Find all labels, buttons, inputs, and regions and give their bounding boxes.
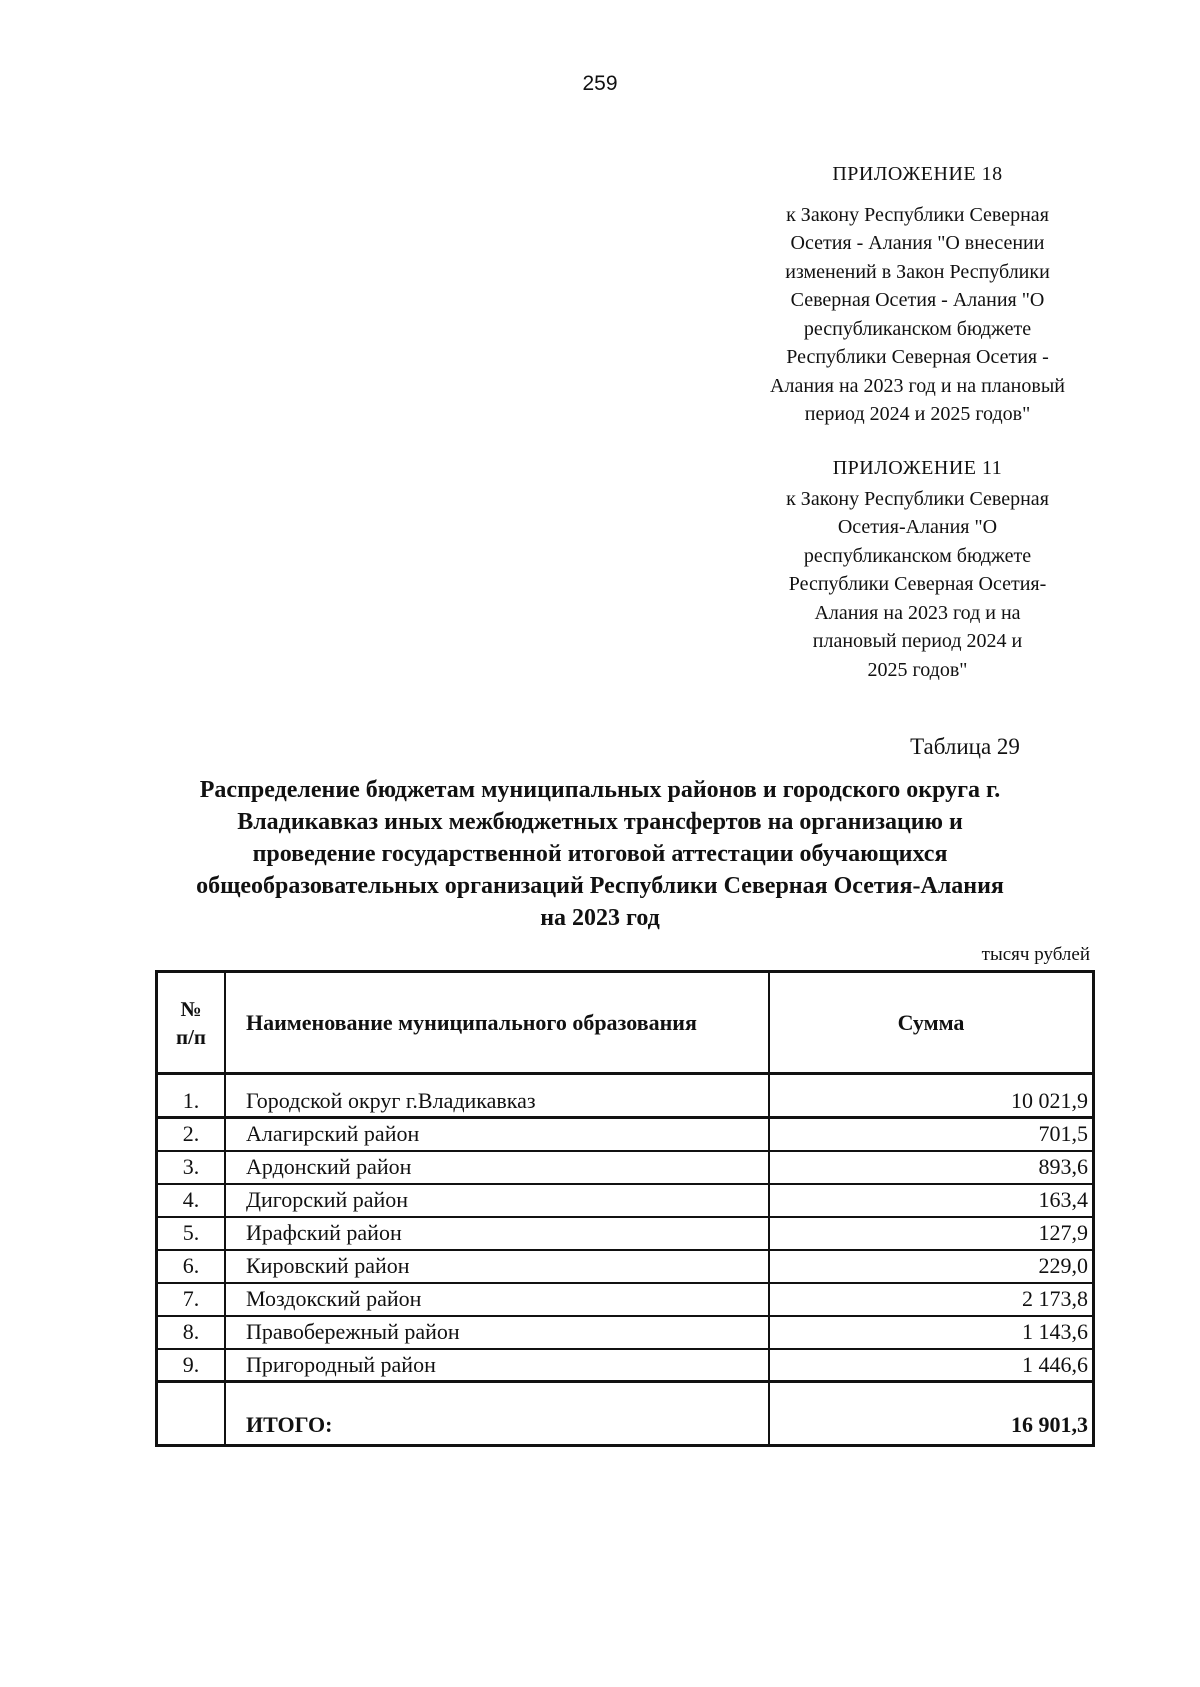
table-row xyxy=(157,1118,1094,1151)
row-number: 4. xyxy=(157,1184,226,1217)
row-name: Правобережный район xyxy=(225,1316,769,1349)
annex-11-heading: ПРИЛОЖЕНИЕ 11 xyxy=(832,457,1003,479)
row-name: Городской округ г.Владикавказ xyxy=(225,1074,769,1118)
row-sum: 10 021,9 xyxy=(769,1074,1094,1118)
row-number: 9. xyxy=(157,1349,226,1382)
table-row xyxy=(157,1151,1094,1184)
header-number-line1: № xyxy=(180,996,202,1021)
row-name: Пригородный район xyxy=(225,1349,769,1382)
table-number: Таблица 29 xyxy=(910,734,1020,759)
annex-18-line: изменений в Закон Республики xyxy=(785,260,1050,283)
table-row xyxy=(157,1283,1094,1316)
row-name: Моздокский район xyxy=(225,1283,769,1316)
row-sum: 163,4 xyxy=(769,1184,1094,1217)
table-row xyxy=(157,1316,1094,1349)
annex-18-line: Северная Осетия - Алания "О xyxy=(790,289,1045,311)
row-sum: 1 446,6 xyxy=(769,1349,1094,1382)
annex-18-line: Осетия - Алания "О внесении xyxy=(790,232,1045,254)
title-line: на 2023 год xyxy=(540,905,660,931)
row-name: Дигорский район xyxy=(225,1184,769,1217)
row-sum: 1 143,6 xyxy=(769,1316,1094,1349)
row-name: Ирафский район xyxy=(225,1217,769,1250)
table-row xyxy=(157,1349,1094,1382)
row-number: 5. xyxy=(157,1217,226,1250)
document-title xyxy=(130,774,1070,934)
table-row xyxy=(157,1184,1094,1217)
row-sum: 229,0 xyxy=(769,1250,1094,1283)
title-line: Распределение бюджетам муниципальных районов и городского округа г. xyxy=(199,777,1001,803)
row-number: 1. xyxy=(157,1074,226,1118)
annex-11-line: плановый период 2024 и xyxy=(812,630,1023,652)
title-line: Владикавказ иных межбюджетных трансфертов на организацию и xyxy=(237,809,963,835)
annex-11-block xyxy=(745,454,1090,684)
annex-18-line: Республики Северная Осетия - xyxy=(786,346,1049,368)
annex-18-line: к Закону Республики Северная xyxy=(786,203,1049,226)
allocation-table xyxy=(155,970,1095,1447)
row-sum: 893,6 xyxy=(769,1151,1094,1184)
row-number: 8. xyxy=(157,1316,226,1349)
annex-18-heading: ПРИЛОЖЕНИЕ 18 xyxy=(832,163,1003,185)
total-row xyxy=(157,1382,1094,1446)
annex-18-line: республиканском бюджете xyxy=(803,317,1032,340)
header-name: Наименование муниципального образования xyxy=(225,972,769,1074)
row-number: 6. xyxy=(157,1250,226,1283)
annex-11-line: Алания на 2023 год и на xyxy=(814,601,1021,624)
row-number: 2. xyxy=(157,1118,226,1151)
page-number: 259 xyxy=(582,72,618,95)
total-label: ИТОГО: xyxy=(225,1382,769,1446)
annex-18-line: Алания на 2023 год и на плановый xyxy=(770,374,1065,397)
annex-18-block xyxy=(745,160,1090,429)
units-label: тысяч рублей xyxy=(981,944,1090,965)
title-line: проведение государственной итоговой аттестации обучающихся xyxy=(252,841,948,867)
row-name: Кировский район xyxy=(225,1250,769,1283)
total-sum: 16 901,3 xyxy=(769,1382,1094,1446)
table-row xyxy=(157,1217,1094,1250)
table-row xyxy=(157,1074,1094,1118)
header-sum: Сумма xyxy=(769,972,1094,1074)
annex-11-line: к Закону Республики Северная xyxy=(786,487,1049,510)
annex-11-line: Республики Северная Осетия- xyxy=(788,573,1047,595)
table-header-row xyxy=(157,972,1094,1074)
total-number-cell xyxy=(157,1382,226,1446)
row-number: 3. xyxy=(157,1151,226,1184)
row-sum: 701,5 xyxy=(769,1118,1094,1151)
header-number-line2: п/п xyxy=(175,1024,207,1049)
annex-11-line: 2025 годов" xyxy=(867,658,968,681)
header-number xyxy=(157,972,226,1074)
annex-18-line: период 2024 и 2025 годов" xyxy=(804,403,1031,425)
row-sum: 127,9 xyxy=(769,1217,1094,1250)
title-line: общеобразовательных организаций Республики Северная Осетия-Алания xyxy=(196,873,1004,899)
row-name: Алагирский район xyxy=(225,1118,769,1151)
row-name: Ардонский район xyxy=(225,1151,769,1184)
row-number: 7. xyxy=(157,1283,226,1316)
row-sum: 2 173,8 xyxy=(769,1283,1094,1316)
table-row xyxy=(157,1250,1094,1283)
annex-11-line: республиканском бюджете xyxy=(803,544,1032,567)
annex-11-line: Осетия-Алания "О xyxy=(837,516,998,538)
